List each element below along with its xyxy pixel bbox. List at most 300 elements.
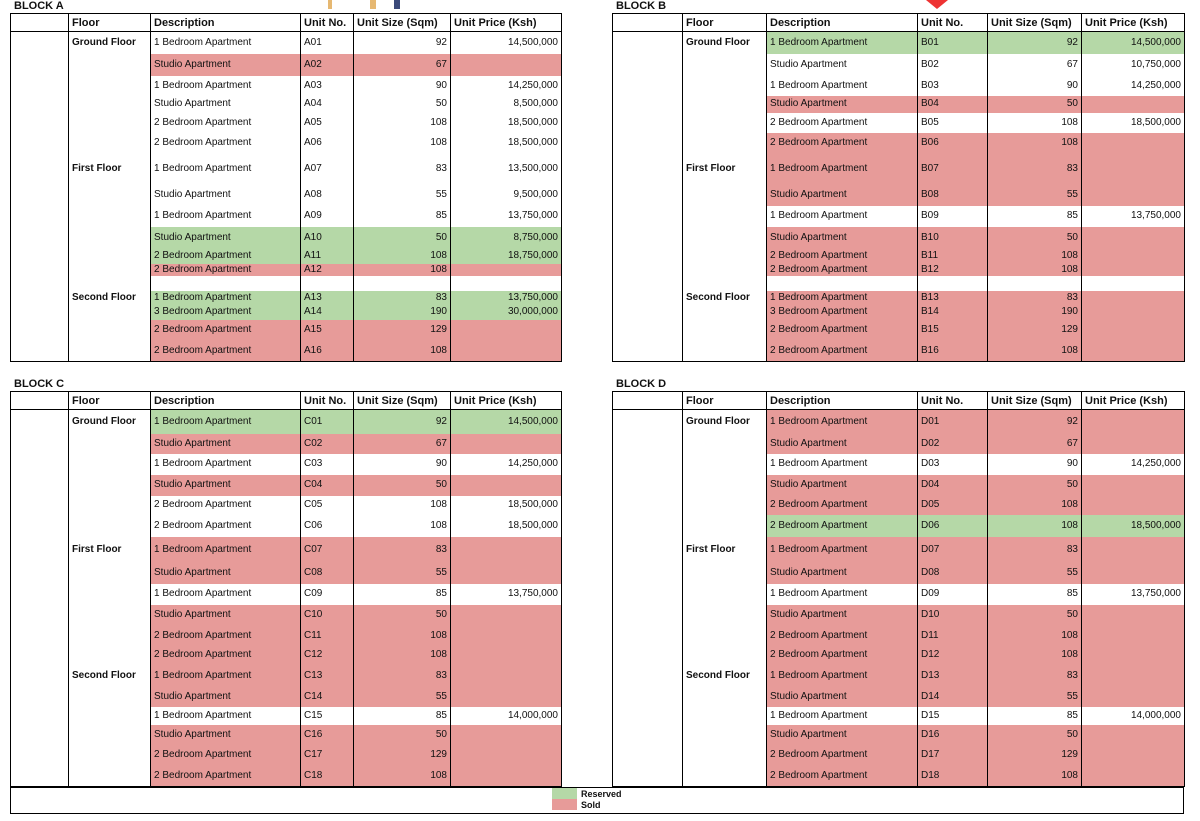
blank-cell <box>613 745 683 766</box>
blank-cell <box>11 766 69 787</box>
table-row <box>11 647 562 664</box>
unit-price-cell <box>1082 320 1185 341</box>
column-header-unit-no: Unit No. <box>918 392 988 410</box>
blank-cell <box>613 291 683 305</box>
floor-cell <box>683 54 767 76</box>
description-cell: 2 Bedroom Apartment <box>151 113 301 133</box>
floor-cell <box>683 496 767 515</box>
unit-price-cell: 18,500,000 <box>451 133 562 154</box>
blank-cell <box>11 96 69 113</box>
unit-size-cell: 50 <box>988 605 1082 626</box>
block-d <box>612 378 1184 788</box>
unit-price-cell <box>1082 133 1185 154</box>
blank-cell <box>11 664 69 688</box>
table-row <box>11 96 562 113</box>
legend-sold-label: Sold <box>581 799 601 810</box>
unit-no-cell: C17 <box>301 745 354 766</box>
unit-price-cell <box>1082 475 1185 496</box>
table-row <box>613 605 1185 626</box>
unit-size-cell: 67 <box>988 54 1082 76</box>
table-row <box>11 185 562 206</box>
unit-no-cell: A16 <box>301 341 354 362</box>
table-row <box>11 249 562 264</box>
unit-no-cell: B16 <box>918 341 988 362</box>
unit-price-cell: 10,750,000 <box>1082 54 1185 76</box>
unit-price-cell: 13,500,000 <box>451 154 562 185</box>
floor-cell <box>69 249 151 264</box>
table-row <box>613 688 1185 707</box>
table-row <box>11 32 562 54</box>
unit-no-cell: D01 <box>918 410 988 434</box>
floor-cell <box>69 626 151 647</box>
unit-price-cell <box>1082 185 1185 206</box>
table-row <box>11 605 562 626</box>
unit-size-cell: 108 <box>354 647 451 664</box>
unit-size-cell: 129 <box>354 745 451 766</box>
table-row <box>11 276 562 291</box>
table-row <box>613 434 1185 454</box>
description-cell: 1 Bedroom Apartment <box>767 76 918 96</box>
unit-price-cell <box>1082 434 1185 454</box>
description-cell: 2 Bedroom Apartment <box>151 745 301 766</box>
description-cell: 1 Bedroom Apartment <box>767 664 918 688</box>
blank-cell <box>613 32 683 54</box>
unit-price-cell <box>1082 688 1185 707</box>
description-cell <box>151 276 301 291</box>
floor-cell <box>69 76 151 96</box>
floor-cell <box>69 454 151 475</box>
table-row <box>613 410 1185 434</box>
blank-cell <box>613 76 683 96</box>
description-cell: 2 Bedroom Apartment <box>767 496 918 515</box>
unit-no-cell: D05 <box>918 496 988 515</box>
floor-cell: Second Floor <box>683 291 767 305</box>
description-cell: Studio Apartment <box>151 725 301 745</box>
unit-no-cell: D07 <box>918 537 988 563</box>
table-row <box>11 341 562 362</box>
description-cell: 3 Bedroom Apartment <box>767 305 918 320</box>
description-cell: 1 Bedroom Apartment <box>767 707 918 725</box>
description-cell: 2 Bedroom Apartment <box>767 341 918 362</box>
table-row <box>11 133 562 154</box>
description-cell: Studio Apartment <box>151 563 301 584</box>
unit-no-cell: A03 <box>301 76 354 96</box>
unit-price-cell <box>1082 249 1185 264</box>
floor-cell <box>683 626 767 647</box>
blank-cell <box>11 688 69 707</box>
blank-cell <box>613 320 683 341</box>
blank-cell <box>11 410 69 434</box>
unit-no-cell: C14 <box>301 688 354 707</box>
unit-size-cell: 129 <box>988 745 1082 766</box>
unit-size-cell: 190 <box>354 305 451 320</box>
unit-price-cell: 18,500,000 <box>1082 113 1185 133</box>
unit-price-cell: 9,500,000 <box>451 185 562 206</box>
blank-cell <box>11 454 69 475</box>
unit-no-cell: D03 <box>918 454 988 475</box>
unit-size-cell: 108 <box>354 264 451 276</box>
unit-price-cell <box>1082 725 1185 745</box>
floor-cell <box>683 515 767 537</box>
unit-price-cell <box>451 766 562 787</box>
legend-sold <box>552 799 601 810</box>
unit-no-cell: B13 <box>918 291 988 305</box>
blank-cell <box>11 154 69 185</box>
unit-size-cell: 55 <box>354 185 451 206</box>
unit-no-cell: A10 <box>301 227 354 249</box>
description-cell: 2 Bedroom Apartment <box>151 647 301 664</box>
floor-cell <box>683 227 767 249</box>
unit-price-cell: 13,750,000 <box>1082 206 1185 227</box>
unit-no-cell: C04 <box>301 475 354 496</box>
unit-size-cell: 85 <box>988 707 1082 725</box>
description-cell: Studio Apartment <box>767 725 918 745</box>
unit-price-cell <box>451 563 562 584</box>
unit-price-cell: 13,750,000 <box>451 206 562 227</box>
unit-price-cell: 18,500,000 <box>1082 515 1185 537</box>
floor-cell <box>683 647 767 664</box>
floor-cell <box>69 584 151 605</box>
unit-price-cell: 8,750,000 <box>451 227 562 249</box>
table-row <box>613 133 1185 154</box>
floor-cell <box>683 454 767 475</box>
description-cell: Studio Apartment <box>767 96 918 113</box>
table-row <box>613 515 1185 537</box>
unit-no-cell: D11 <box>918 626 988 647</box>
legend-reserved <box>552 788 622 799</box>
blank-cell <box>613 434 683 454</box>
unit-no-cell: A01 <box>301 32 354 54</box>
table-row <box>613 664 1185 688</box>
blank-cell <box>11 249 69 264</box>
unit-no-cell: C13 <box>301 664 354 688</box>
floor-cell <box>683 76 767 96</box>
unit-size-cell: 92 <box>988 410 1082 434</box>
column-header-unit-size: Unit Size (Sqm) <box>988 392 1082 410</box>
blank-cell <box>11 626 69 647</box>
unit-size-cell: 108 <box>354 496 451 515</box>
floor-cell <box>69 496 151 515</box>
block-title: BLOCK B <box>616 0 667 12</box>
blank-cell <box>11 305 69 320</box>
unit-table <box>10 391 562 787</box>
unit-price-cell: 13,750,000 <box>451 584 562 605</box>
unit-price-cell <box>1082 664 1185 688</box>
table-row <box>11 291 562 305</box>
unit-price-cell: 14,250,000 <box>1082 454 1185 475</box>
unit-price-cell: 8,500,000 <box>451 96 562 113</box>
description-cell: 1 Bedroom Apartment <box>151 154 301 185</box>
unit-price-cell <box>1082 227 1185 249</box>
unit-no-cell: B06 <box>918 133 988 154</box>
table-row <box>11 745 562 766</box>
unit-size-cell: 108 <box>988 249 1082 264</box>
blank-cell <box>11 133 69 154</box>
table-row <box>11 475 562 496</box>
unit-no-cell: D09 <box>918 584 988 605</box>
unit-size-cell: 83 <box>988 291 1082 305</box>
unit-size-cell: 67 <box>354 54 451 76</box>
table-row <box>11 320 562 341</box>
unit-no-cell: C06 <box>301 515 354 537</box>
unit-price-cell <box>1082 745 1185 766</box>
table-header-row <box>11 14 562 32</box>
description-cell: Studio Apartment <box>151 54 301 76</box>
blank-cell <box>613 276 683 291</box>
unit-no-cell: D16 <box>918 725 988 745</box>
unit-no-cell: A14 <box>301 305 354 320</box>
column-header-unit-no: Unit No. <box>301 14 354 32</box>
legend-sold-swatch <box>552 799 577 810</box>
floor-cell: Second Floor <box>69 664 151 688</box>
description-cell: Studio Apartment <box>767 434 918 454</box>
description-cell: 2 Bedroom Apartment <box>151 626 301 647</box>
unit-no-cell: C15 <box>301 707 354 725</box>
blank-cell <box>11 113 69 133</box>
description-cell: 3 Bedroom Apartment <box>151 305 301 320</box>
floor-cell <box>69 264 151 276</box>
unit-no-cell: D15 <box>918 707 988 725</box>
column-header-unit-no: Unit No. <box>301 392 354 410</box>
unit-price-cell <box>1082 96 1185 113</box>
blank-cell <box>613 96 683 113</box>
unit-no-cell: B01 <box>918 32 988 54</box>
floor-cell <box>69 434 151 454</box>
unit-size-cell: 108 <box>354 113 451 133</box>
unit-no-cell: D06 <box>918 515 988 537</box>
unit-no-cell: C08 <box>301 563 354 584</box>
table-row <box>613 206 1185 227</box>
unit-no-cell: D17 <box>918 745 988 766</box>
blank-cell <box>11 206 69 227</box>
floor-cell <box>683 96 767 113</box>
blank-header-cell <box>11 14 69 32</box>
blank-cell <box>613 766 683 787</box>
unit-price-cell <box>451 54 562 76</box>
unit-size-cell <box>988 276 1082 291</box>
description-cell: 1 Bedroom Apartment <box>151 707 301 725</box>
unit-size-cell: 50 <box>988 96 1082 113</box>
unit-price-cell <box>1082 496 1185 515</box>
floor-cell: First Floor <box>69 154 151 185</box>
blank-cell <box>11 32 69 54</box>
unit-table <box>10 13 562 362</box>
description-cell: 1 Bedroom Apartment <box>151 454 301 475</box>
unit-size-cell: 50 <box>988 227 1082 249</box>
description-cell: Studio Apartment <box>767 605 918 626</box>
unit-size-cell: 108 <box>988 113 1082 133</box>
unit-price-cell: 14,000,000 <box>451 707 562 725</box>
blank-cell <box>613 647 683 664</box>
floor-cell <box>69 766 151 787</box>
column-header-unit-price: Unit Price (Ksh) <box>1082 392 1185 410</box>
description-cell: Studio Apartment <box>151 185 301 206</box>
column-header-unit-size: Unit Size (Sqm) <box>354 392 451 410</box>
unit-no-cell: A11 <box>301 249 354 264</box>
unit-table <box>612 13 1185 362</box>
column-header-unit-size: Unit Size (Sqm) <box>354 14 451 32</box>
unit-price-cell <box>451 341 562 362</box>
block-title: BLOCK C <box>14 378 65 390</box>
blank-cell <box>11 76 69 96</box>
column-header-description: Description <box>767 14 918 32</box>
floor-cell <box>683 133 767 154</box>
blank-cell <box>613 475 683 496</box>
table-row <box>613 113 1185 133</box>
unit-no-cell: B03 <box>918 76 988 96</box>
table-row <box>613 32 1185 54</box>
unit-no-cell: B08 <box>918 185 988 206</box>
block-title: BLOCK A <box>14 0 64 12</box>
description-cell: 2 Bedroom Apartment <box>767 113 918 133</box>
unit-price-cell <box>451 475 562 496</box>
table-row <box>613 54 1185 76</box>
unit-price-cell <box>451 626 562 647</box>
blank-cell <box>11 515 69 537</box>
blank-cell <box>11 647 69 664</box>
unit-size-cell: 108 <box>988 647 1082 664</box>
table-row <box>11 434 562 454</box>
description-cell: Studio Apartment <box>151 605 301 626</box>
table-row <box>613 291 1185 305</box>
description-cell: Studio Apartment <box>767 475 918 496</box>
unit-price-cell <box>451 664 562 688</box>
unit-size-cell: 108 <box>354 133 451 154</box>
description-cell: Studio Apartment <box>151 96 301 113</box>
blank-header-cell <box>613 14 683 32</box>
floor-cell: Ground Floor <box>683 410 767 434</box>
unit-size-cell: 90 <box>354 76 451 96</box>
table-row <box>11 206 562 227</box>
floor-cell <box>69 688 151 707</box>
blank-cell <box>613 515 683 537</box>
unit-size-cell: 55 <box>354 563 451 584</box>
unit-size-cell: 108 <box>988 515 1082 537</box>
floor-cell <box>683 341 767 362</box>
description-cell: 1 Bedroom Apartment <box>767 154 918 185</box>
unit-no-cell: D08 <box>918 563 988 584</box>
column-header-floor: Floor <box>683 392 767 410</box>
description-cell: 1 Bedroom Apartment <box>767 454 918 475</box>
table-row <box>613 725 1185 745</box>
description-cell: Studio Apartment <box>151 475 301 496</box>
unit-no-cell: A04 <box>301 96 354 113</box>
unit-price-cell <box>451 434 562 454</box>
unit-size-cell: 190 <box>988 305 1082 320</box>
column-header-floor: Floor <box>683 14 767 32</box>
unit-size-cell: 67 <box>988 434 1082 454</box>
description-cell: 2 Bedroom Apartment <box>767 515 918 537</box>
blank-header-cell <box>613 392 683 410</box>
blank-cell <box>11 584 69 605</box>
blank-cell <box>11 264 69 276</box>
floor-cell <box>683 264 767 276</box>
unit-size-cell: 129 <box>354 320 451 341</box>
table-row <box>11 76 562 96</box>
unit-price-cell <box>1082 276 1185 291</box>
unit-price-cell: 18,500,000 <box>451 496 562 515</box>
unit-price-cell: 14,250,000 <box>451 454 562 475</box>
unit-size-cell: 108 <box>354 515 451 537</box>
table-row <box>11 537 562 563</box>
blank-cell <box>11 434 69 454</box>
description-cell: 2 Bedroom Apartment <box>767 264 918 276</box>
column-header-floor: Floor <box>69 392 151 410</box>
description-cell: 1 Bedroom Apartment <box>151 32 301 54</box>
unit-no-cell: D04 <box>918 475 988 496</box>
floor-cell <box>69 54 151 76</box>
floor-cell <box>683 766 767 787</box>
blank-cell <box>11 725 69 745</box>
unit-no-cell: C10 <box>301 605 354 626</box>
blank-cell <box>613 54 683 76</box>
unit-price-cell <box>1082 154 1185 185</box>
unit-price-cell <box>451 647 562 664</box>
blank-cell <box>613 584 683 605</box>
description-cell: 2 Bedroom Apartment <box>151 496 301 515</box>
blank-cell <box>613 305 683 320</box>
description-cell: 1 Bedroom Apartment <box>151 584 301 605</box>
description-cell: 2 Bedroom Apartment <box>767 745 918 766</box>
description-cell: 2 Bedroom Apartment <box>151 264 301 276</box>
blank-cell <box>11 185 69 206</box>
unit-no-cell: C02 <box>301 434 354 454</box>
unit-price-cell <box>1082 766 1185 787</box>
description-cell: 2 Bedroom Apartment <box>767 626 918 647</box>
floor-cell <box>69 647 151 664</box>
unit-no-cell: A02 <box>301 54 354 76</box>
description-cell: Studio Apartment <box>767 563 918 584</box>
table-row <box>11 563 562 584</box>
unit-size-cell: 90 <box>354 454 451 475</box>
floor-cell <box>69 745 151 766</box>
unit-size-cell: 108 <box>988 341 1082 362</box>
floor-cell <box>683 113 767 133</box>
unit-no-cell: A12 <box>301 264 354 276</box>
unit-price-cell: 18,500,000 <box>451 515 562 537</box>
column-header-description: Description <box>151 392 301 410</box>
floor-cell <box>69 206 151 227</box>
blank-cell <box>11 475 69 496</box>
blank-cell <box>613 341 683 362</box>
table-row <box>613 475 1185 496</box>
unit-table <box>612 391 1185 787</box>
unit-size-cell: 55 <box>988 563 1082 584</box>
unit-price-cell: 13,750,000 <box>451 291 562 305</box>
unit-size-cell: 83 <box>354 664 451 688</box>
blank-cell <box>11 276 69 291</box>
unit-price-cell <box>451 725 562 745</box>
floor-cell <box>69 185 151 206</box>
unit-no-cell: A09 <box>301 206 354 227</box>
unit-price-cell: 14,500,000 <box>451 410 562 434</box>
unit-size-cell: 92 <box>354 32 451 54</box>
table-row <box>613 766 1185 787</box>
unit-no-cell: C03 <box>301 454 354 475</box>
table-row <box>613 320 1185 341</box>
unit-no-cell: C18 <box>301 766 354 787</box>
unit-size-cell: 108 <box>354 341 451 362</box>
legend-reserved-label: Reserved <box>581 788 622 799</box>
unit-no-cell: C16 <box>301 725 354 745</box>
unit-size-cell: 50 <box>988 725 1082 745</box>
unit-price-cell <box>1082 537 1185 563</box>
unit-no-cell: C09 <box>301 584 354 605</box>
table-header-row <box>11 392 562 410</box>
description-cell: 2 Bedroom Apartment <box>151 133 301 154</box>
blank-cell <box>11 341 69 362</box>
unit-no-cell: D18 <box>918 766 988 787</box>
